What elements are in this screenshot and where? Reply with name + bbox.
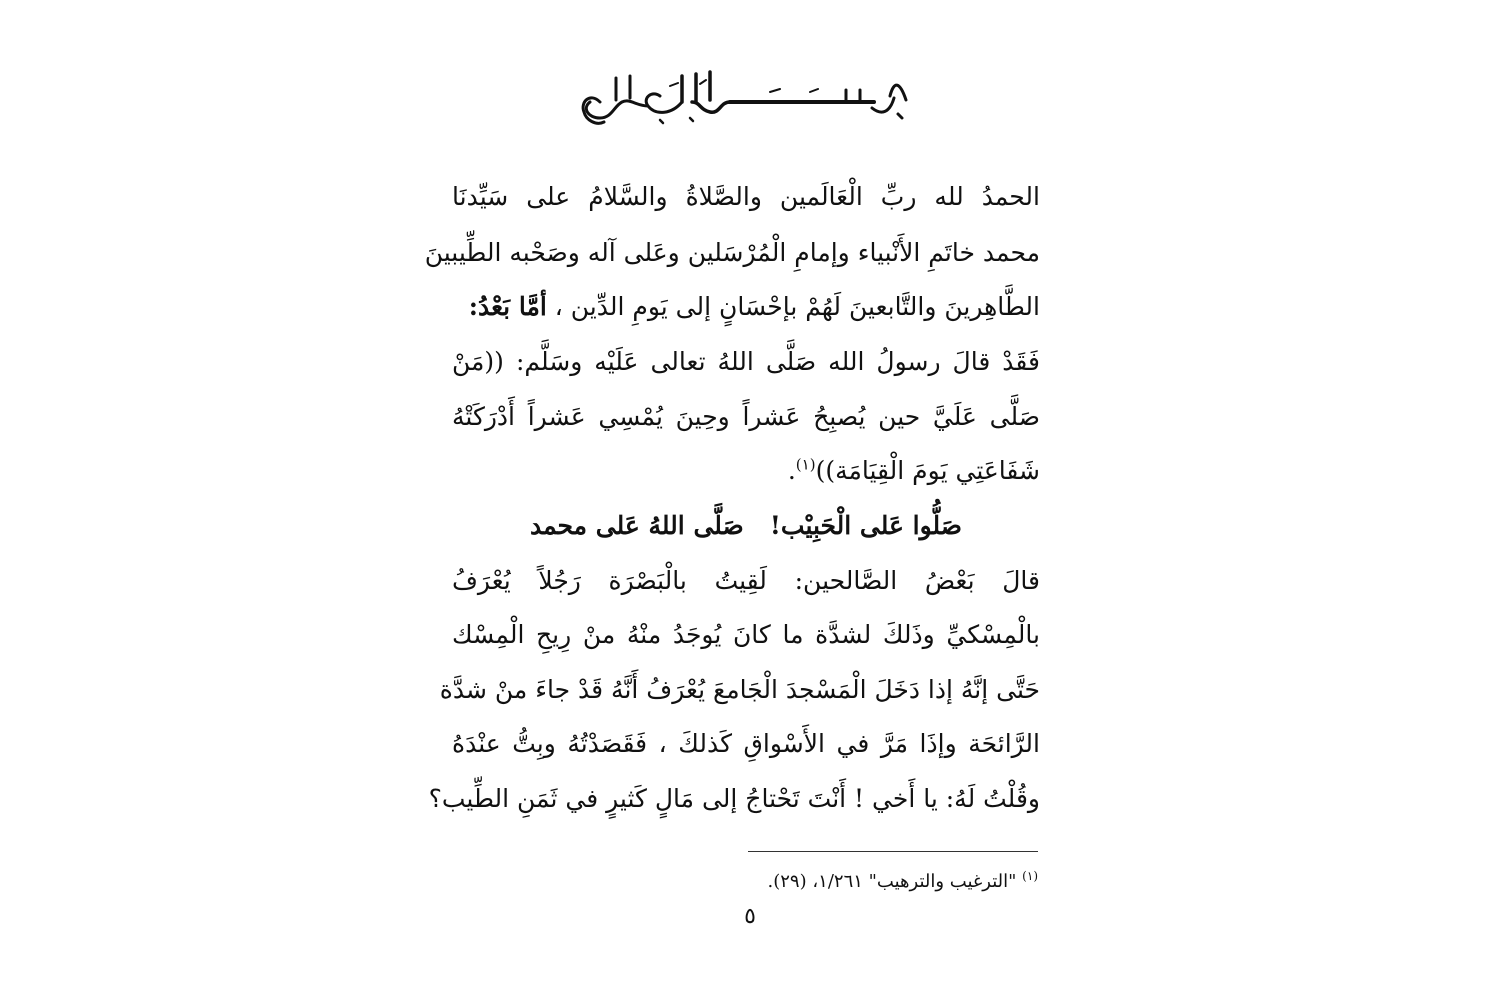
story-line-1: قالَ بَعْضُ الصَّالحين: لَقِيتُ بالْبَصْرَة رَجُلاً يُعْرَفُ (452, 566, 1040, 595)
footnote-marker[interactable]: (١) (795, 455, 816, 474)
salawat-part-1: صَلُّوا عَلى الْحَبِيْب! (769, 511, 963, 540)
salawat-heading (452, 506, 1040, 546)
footnote (600, 868, 1038, 896)
hadith-line-3-text: شَفَاعَتِي يَومَ الْقِيَامَة)) (815, 456, 1040, 485)
paragraph-1-line-2: محمد خاتَمِ الأَنْبياء وإمامِ الْمُرْسَلين وعَلى آله وصَحْبه الطِّيبينَ (424, 238, 1040, 267)
hadith-line-2: صَلَّى عَلَيَّ حين يُصبِحُ عَشراً وحِينَ يُمْسِي عَشراً أَدْرَكَتْهُ (452, 402, 1040, 431)
basmala-calligraphy (560, 62, 940, 132)
story-line-4: الرَّائحَة وإذَا مَرَّ في الأَسْواقِ كَذلكَ ، فَقَصَدْتُهُ وبِتُّ عنْدَهُ (452, 729, 1040, 758)
hadith-line-3-end: . (787, 456, 796, 485)
footnote-divider (748, 851, 1038, 852)
story-line-5: وقُلْتُ لَهُ: يا أَخي ! أَنْتَ تَحْتاجُ إلى مَالٍ كَثيرٍ في ثَمَنِ الطِّيب؟ (428, 784, 1040, 813)
footnote-text: "الترغيب والترهيب" ١/٢٦١، (٢٩). (767, 871, 1017, 892)
paragraph-1-line-3 (452, 287, 1040, 327)
hadith-line-1: فَقَدْ قالَ رسولُ الله صَلَّى اللهُ تعالى عَلَيْه وسَلَّم: ((مَنْ (452, 347, 1040, 376)
paragraph-1-line-1: الحمدُ لله ربِّ الْعَالَمين والصَّلاةُ والسَّلامُ على سَيِّدنَا (452, 182, 1040, 211)
basmala-calligraphy-icon (560, 62, 940, 132)
story-line-3: حَتَّى إنَّهُ إذا دَخَلَ الْمَسْجدَ الْجَامعَ يُعْرَفُ أَنَّهُ قَدْ جاءَ منْ شدَّة (439, 675, 1040, 704)
page-number: ٥ (744, 904, 756, 929)
amma-bad-heading: أمَّا بَعْدُ: (468, 292, 547, 321)
footnote-number: (١) (1022, 869, 1038, 883)
salawat-part-2: صَلَّى اللهُ عَلى محمد (529, 511, 744, 540)
paragraph-1-line-3-text: الطَّاهِرينَ والتَّابعينَ لَهُمْ بإحْسَانٍ إلى يَومِ الدِّين ، (554, 292, 1040, 321)
hadith-line-3 (452, 451, 1040, 491)
story-line-2: بالْمِسْكيِّ وذَلكَ لشدَّة ما كانَ يُوجَدُ منْهُ منْ رِيحِ الْمِسْك (452, 620, 1040, 649)
